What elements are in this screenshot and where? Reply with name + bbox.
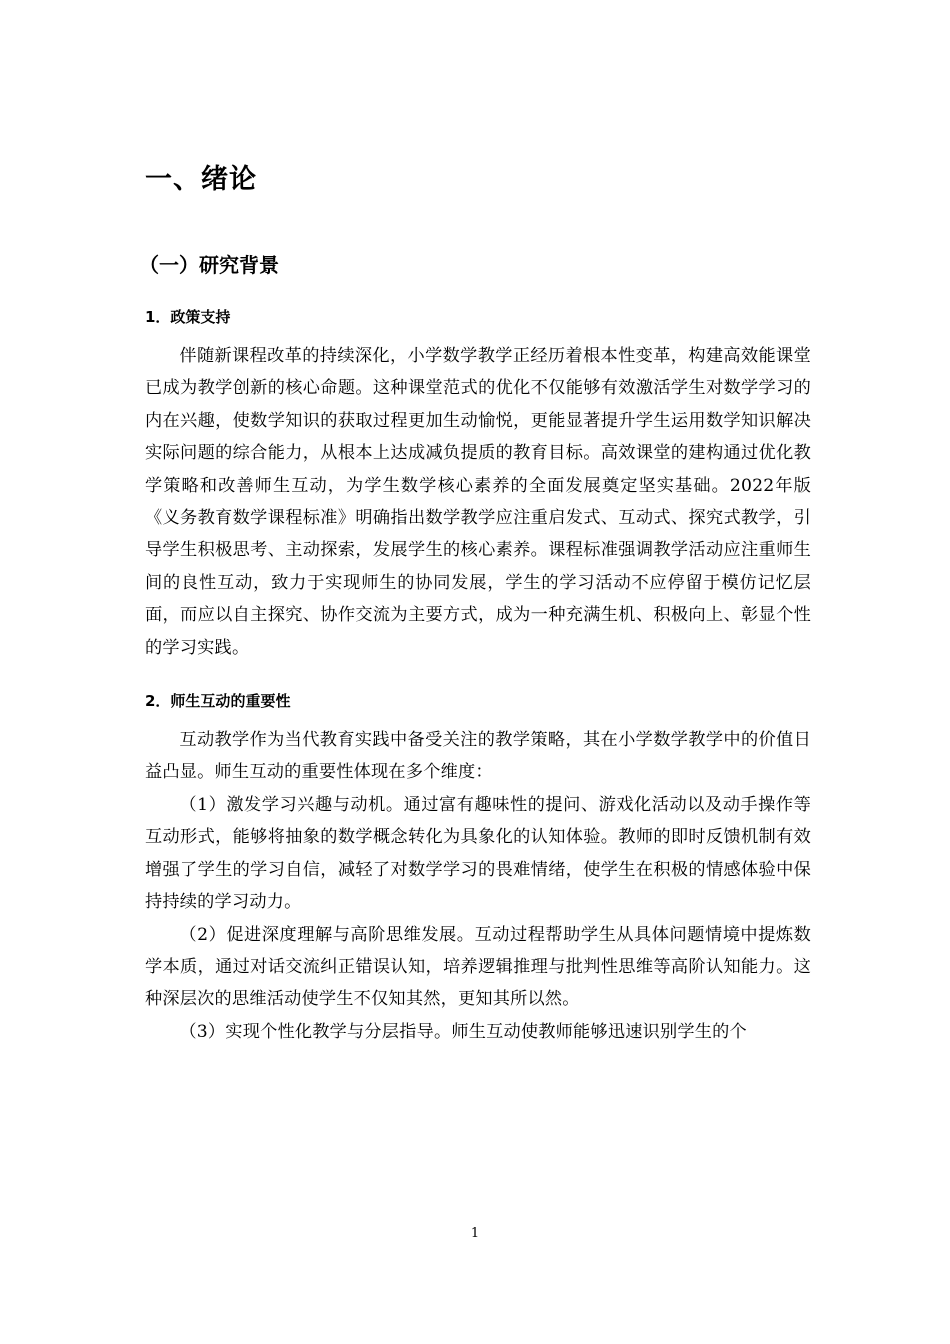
section-title: （一）研究背景: [139, 253, 279, 277]
subsection-title-policy: 1．政策支持: [145, 308, 231, 326]
paragraph-policy-support: 伴随新课程改革的持续深化，小学数学教学正经历着根本性变革，构建高效能课堂已成为教学创新的核心命题。这种课堂范式的优化不仅能够有效激活学生对数学学习的内在兴趣，使数学知识的获取过程更加生动愉悦，更能显著提升学生运用数学知识解决实际问题的综合能力，从根本上达成减负提质的教育目标。高效课堂的建构通过优化教学策略和改善师生互动，为学生数学核心素养的全面发展奠定坚实基础。2022年版《义务教育数学课程标准》明确指出数学教学应注重启发式、互动式、探究式教学，引导学生积极思考、主动探索，发展学生的核心素养。课程标准强调教学活动应注重师生间的良性互动，致力于实现师生的协同发展，学生的学习活动不应停留于模仿记忆层面，而应以自主探究、协作交流为主要方式，成为一种充满生机、积极向上、彰显个性的学习实践。: [145, 346, 811, 658]
paragraph-point-1: （1）激发学习兴趣与动机。通过富有趣味性的提问、游戏化活动以及动手操作等互动形式，能够将抽象的数学概念转化为具象化的认知体验。教师的即时反馈机制有效增强了学生的学习自信，减轻了对数学学习的畏难情绪，使学生在积极的情感体验中保持持续的学习动力。: [145, 794, 811, 913]
page-number: 1: [470, 1226, 480, 1241]
subsection-title-interaction: 2．师生互动的重要性: [145, 692, 291, 711]
paragraph-point-3: （3）实现个性化教学与分层指导。师生互动使教师能够迅速识别学生的个: [179, 1021, 747, 1042]
page-content: [139, 160, 811, 1048]
chapter-title: 一、绪论: [145, 164, 257, 195]
paragraph-point-2: （2）促进深度理解与高阶思维发展。互动过程帮助学生从具体问题情境中提炼数学本质，通过对话交流纠正错误认知，培养逻辑推理与批判性思维等高阶认知能力。这种深层次的思维活动使学生不仅知其然，更知其所以然。: [145, 924, 811, 1010]
paragraph-interaction-intro: 互动教学作为当代教育实践中备受关注的教学策略，其在小学数学教学中的价值日益凸显。师生互动的重要性体现在多个维度：: [145, 730, 811, 783]
